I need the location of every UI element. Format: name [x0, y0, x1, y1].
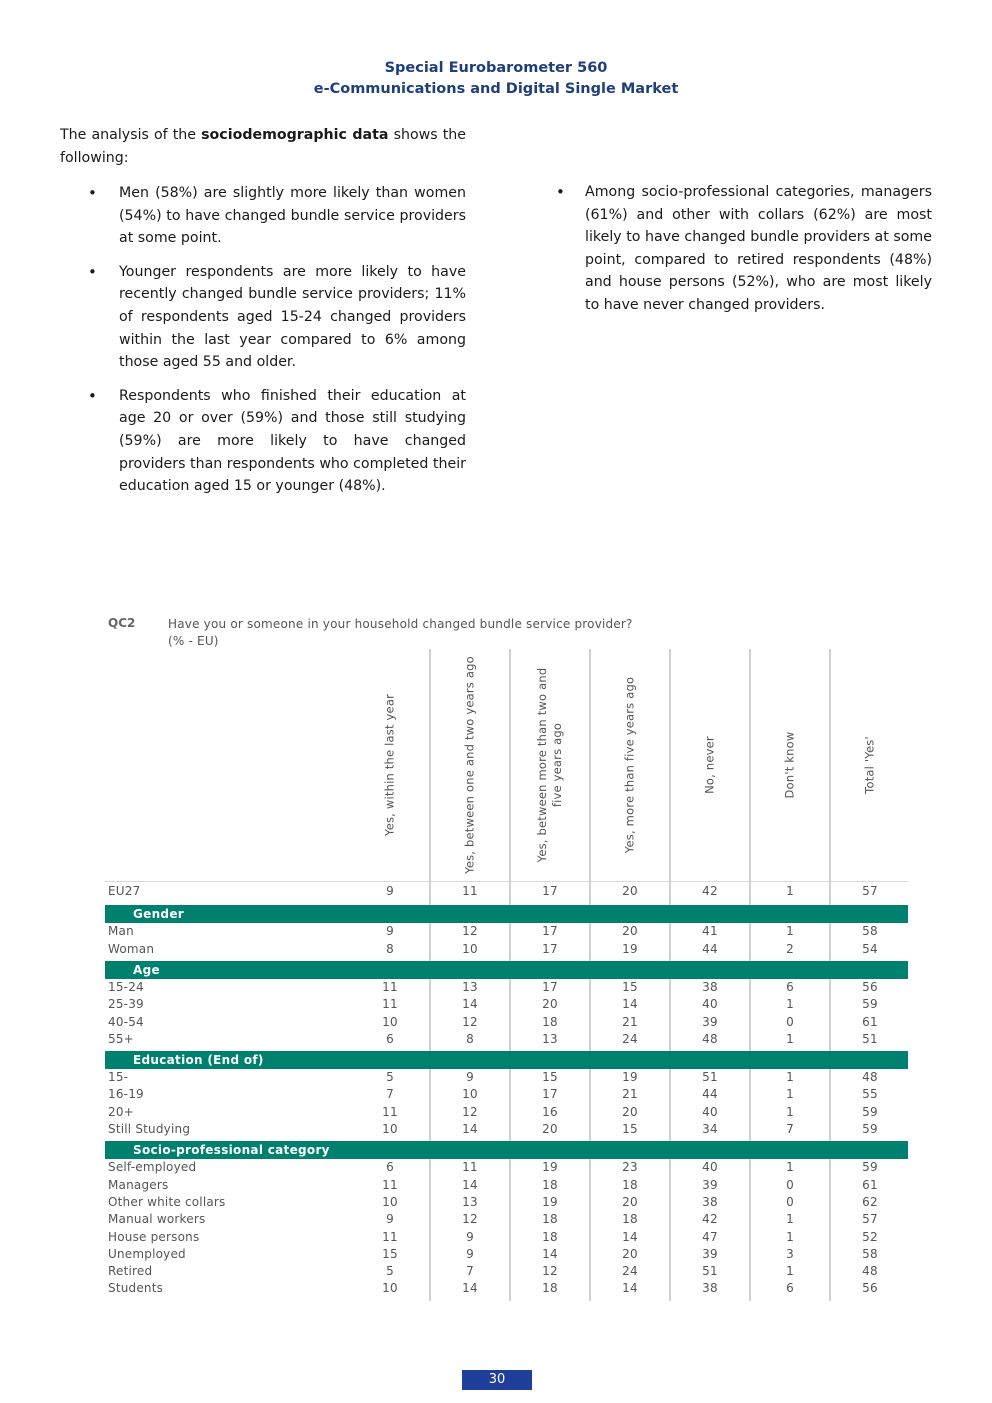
table-row: [105, 883, 908, 900]
cell-value: 12: [462, 1212, 478, 1227]
cell-value: 17: [542, 1087, 558, 1102]
cell-value: 38: [702, 979, 718, 994]
cell-value: 1: [786, 1070, 794, 1085]
cell-value: 6: [786, 979, 794, 994]
cell-value: 42: [702, 884, 718, 898]
cell-value: 6: [386, 1160, 394, 1175]
cell-value: 38: [702, 1281, 718, 1296]
cell-value: 1: [786, 884, 794, 898]
cell-value: 12: [462, 1104, 478, 1119]
cell-value: 17: [542, 941, 558, 956]
cell-value: 59: [862, 1122, 878, 1136]
cell-value: 15: [622, 979, 638, 994]
cell-value: 20: [622, 1246, 638, 1261]
cell-value: 15: [542, 1070, 558, 1085]
cell-value: 17: [542, 979, 558, 994]
column-divider: [829, 923, 831, 961]
cell-value: 1: [786, 1104, 794, 1119]
cell-value: 20: [542, 997, 558, 1012]
column-divider: [669, 1069, 671, 1141]
cell-value: 54: [862, 941, 878, 956]
cell-value: 59: [862, 997, 878, 1012]
cell-value: 14: [542, 1246, 558, 1261]
cell-value: 56: [862, 1281, 878, 1296]
cell-value: 9: [386, 924, 394, 939]
cell-value: 41: [702, 924, 718, 939]
section-header: [105, 905, 908, 923]
cell-value: 9: [466, 1070, 474, 1085]
cell-value: 0: [786, 1014, 794, 1029]
cell-value: 20: [622, 884, 638, 898]
cell-value: 19: [542, 1194, 558, 1209]
column-divider: [669, 1159, 671, 1300]
cell-value: 12: [462, 1014, 478, 1029]
section-header: [105, 961, 908, 979]
cell-value: 57: [862, 1212, 878, 1227]
column-header-label: Total 'Yes': [862, 736, 877, 794]
cell-value: 21: [622, 1087, 638, 1102]
cell-value: 57: [862, 884, 878, 898]
row-label: EU27: [108, 884, 141, 898]
column-divider: [749, 649, 751, 905]
column-divider: [589, 1069, 591, 1141]
table-row: [105, 1159, 908, 1176]
column-header: [830, 649, 910, 881]
left-column: [60, 124, 466, 509]
cell-value: 2: [786, 941, 794, 956]
cell-value: 1: [786, 924, 794, 939]
cell-value: 10: [382, 1194, 398, 1209]
cell-value: 18: [542, 1177, 558, 1192]
row-label: House persons: [108, 1229, 200, 1244]
cell-value: 13: [542, 1031, 558, 1046]
table-row: [105, 979, 908, 996]
cell-value: 40: [702, 997, 718, 1012]
row-label: 15-: [108, 1070, 129, 1085]
cell-value: 11: [382, 997, 398, 1012]
cell-value: 20: [542, 1122, 558, 1136]
cell-value: 18: [542, 1229, 558, 1244]
cell-value: 9: [386, 1212, 394, 1227]
column-header: [750, 649, 830, 881]
bullet-item: [60, 182, 466, 250]
cell-value: 5: [386, 1070, 394, 1085]
column-divider: [589, 649, 591, 905]
cell-value: 10: [382, 1122, 398, 1136]
column-divider: [749, 979, 751, 1051]
cell-value: 15: [622, 1122, 638, 1136]
row-label: Managers: [108, 1177, 169, 1192]
row-label: Man: [108, 924, 134, 939]
table-row: [105, 1211, 908, 1228]
cell-value: 0: [786, 1177, 794, 1192]
table-row: [105, 1069, 908, 1086]
cell-value: 51: [702, 1070, 718, 1085]
cell-value: 10: [462, 1087, 478, 1102]
cell-value: 8: [466, 1031, 474, 1046]
cell-value: 15: [382, 1246, 398, 1261]
table-row: [105, 1246, 908, 1263]
column-header: [350, 649, 430, 881]
cell-value: 1: [786, 1264, 794, 1279]
bullet-text: Younger respondents are more likely to have recently changed bundle service providers; 11% of respondents aged 15-24 changed providers within the last year compared to 6% among those aged 55 and older.: [119, 263, 466, 371]
cell-value: 23: [622, 1160, 638, 1175]
column-divider: [829, 649, 831, 905]
bullet-text: Among socio-professional categories, managers (61%) and other with collars (62%) are most likely to have changed bundle providers at some point, compared to retired respondents (48%) and house persons (52%), who are most likely to have never changed providers.: [585, 184, 932, 313]
bullet-dot-icon: •: [88, 184, 97, 202]
column-divider: [429, 1159, 431, 1300]
row-label: 16-19: [108, 1087, 144, 1102]
cell-value: 11: [462, 1160, 478, 1175]
table-row: [105, 1121, 908, 1138]
cell-value: 44: [702, 1087, 718, 1102]
cell-value: 9: [386, 884, 394, 898]
cell-value: 18: [542, 1014, 558, 1029]
column-divider: [509, 1069, 511, 1141]
cell-value: 14: [622, 1229, 638, 1244]
section-header: [105, 1051, 908, 1069]
bullet-list-left: [60, 182, 466, 498]
column-divider: [669, 923, 671, 961]
cell-value: 14: [622, 997, 638, 1012]
table-row: [105, 1229, 908, 1246]
table-row: [105, 1194, 908, 1211]
cell-value: 6: [786, 1281, 794, 1296]
column-divider: [429, 1069, 431, 1141]
cell-value: 19: [622, 941, 638, 956]
cell-value: 12: [462, 924, 478, 939]
row-label: Still Studying: [108, 1122, 191, 1136]
row-label: 20+: [108, 1104, 134, 1119]
column-divider: [589, 923, 591, 961]
section-header: [105, 1141, 908, 1159]
cell-value: 39: [702, 1014, 718, 1029]
cell-value: 47: [702, 1229, 718, 1244]
column-divider: [429, 979, 431, 1051]
column-divider: [589, 1159, 591, 1300]
cell-value: 14: [462, 1122, 478, 1136]
column-divider: [749, 1069, 751, 1141]
column-header: [590, 649, 670, 881]
row-label: Unemployed: [108, 1246, 186, 1261]
cell-value: 55: [862, 1087, 878, 1102]
cell-value: 6: [386, 1031, 394, 1046]
cell-value: 20: [622, 1104, 638, 1119]
cell-value: 21: [622, 1014, 638, 1029]
row-label: Self-employed: [108, 1160, 197, 1175]
question-text: Have you or someone in your household changed bundle service provider?: [168, 617, 633, 631]
table-row: [105, 996, 908, 1013]
column-header-label: Don't know: [782, 731, 796, 799]
cell-value: 24: [622, 1264, 638, 1279]
column-divider: [829, 1159, 831, 1300]
cell-value: 48: [862, 1070, 878, 1085]
cell-value: 39: [702, 1246, 718, 1261]
cell-value: 13: [462, 979, 478, 994]
section-title: Education (End of): [133, 1053, 264, 1068]
table-row: [105, 1104, 908, 1121]
table-header: [105, 649, 908, 882]
cell-value: 17: [542, 884, 558, 898]
cell-value: 58: [862, 1246, 878, 1261]
row-label: Manual workers: [108, 1212, 206, 1227]
question-code: QC2: [108, 616, 136, 630]
table-row: [105, 923, 908, 940]
cell-value: 11: [382, 1104, 398, 1119]
cell-value: 1: [786, 1087, 794, 1102]
cell-value: 48: [862, 1264, 878, 1279]
cell-value: 19: [542, 1160, 558, 1175]
cell-value: 59: [862, 1160, 878, 1175]
bullet-list-right: [556, 181, 932, 317]
cell-value: 18: [542, 1212, 558, 1227]
column-header-label: Yes, between one and two years ago: [462, 656, 476, 874]
cell-value: 19: [622, 1070, 638, 1085]
cell-value: 13: [462, 1194, 478, 1209]
column-divider: [749, 1159, 751, 1300]
cell-value: 58: [862, 924, 878, 939]
cell-value: 10: [382, 1014, 398, 1029]
column-header-label: Yes, between more than two and five years ago: [534, 667, 564, 863]
cell-value: 14: [462, 997, 478, 1012]
cell-value: 7: [386, 1087, 394, 1102]
cell-value: 12: [542, 1264, 558, 1279]
cell-value: 52: [862, 1229, 878, 1244]
row-label: 15-24: [108, 979, 144, 994]
cell-value: 9: [466, 1229, 474, 1244]
bullet-item: [60, 261, 466, 374]
cell-value: 0: [786, 1194, 794, 1209]
bullet-item: [556, 181, 932, 317]
cell-value: 20: [622, 1194, 638, 1209]
cell-value: 14: [462, 1281, 478, 1296]
cell-value: 40: [702, 1104, 718, 1119]
cell-value: 1: [786, 997, 794, 1012]
column-header: [430, 649, 510, 881]
table-row: [105, 1031, 908, 1048]
right-column: [556, 181, 932, 328]
cell-value: 11: [382, 1177, 398, 1192]
column-header-label: Yes, within the last year: [382, 694, 396, 836]
cell-value: 7: [786, 1122, 794, 1136]
cell-value: 61: [862, 1014, 878, 1029]
bullet-text: Men (58%) are slightly more likely than women (54%) to have changed bundle service providers at some point.: [119, 185, 466, 247]
bullet-dot-icon: •: [88, 386, 97, 405]
column-divider: [829, 979, 831, 1051]
cell-value: 56: [862, 979, 878, 994]
section-title: Socio-professional category: [133, 1143, 330, 1158]
cell-value: 11: [382, 979, 398, 994]
cell-value: 18: [622, 1177, 638, 1192]
cell-value: 3: [786, 1246, 794, 1261]
header-title: Special Eurobarometer 560: [384, 60, 608, 76]
cell-value: 14: [622, 1281, 638, 1296]
row-label: Woman: [108, 941, 155, 956]
cell-value: 24: [622, 1031, 638, 1046]
column-divider: [669, 649, 671, 905]
column-header: [670, 649, 750, 881]
table-row: [105, 1086, 908, 1103]
cell-value: 8: [386, 941, 394, 956]
cell-value: 10: [382, 1281, 398, 1296]
cell-value: 44: [702, 941, 718, 956]
cell-value: 59: [862, 1104, 878, 1119]
intro-bold-term: sociodemographic data: [201, 127, 389, 143]
cell-value: 42: [702, 1212, 718, 1227]
row-label: 25-39: [108, 997, 144, 1012]
cell-value: 17: [542, 924, 558, 939]
question-block: [168, 616, 633, 650]
cell-value: 1: [786, 1031, 794, 1046]
section-title: Gender: [133, 907, 184, 922]
column-divider: [429, 649, 431, 905]
section-title: Age: [133, 962, 160, 977]
row-label: Students: [108, 1281, 164, 1296]
intro-text-end: shows the following:: [60, 127, 466, 166]
column-divider: [429, 923, 431, 961]
intro-text-start: The analysis of the: [60, 127, 202, 143]
column-divider: [669, 979, 671, 1051]
column-divider: [509, 923, 511, 961]
cell-value: 61: [862, 1177, 878, 1192]
column-divider: [509, 1159, 511, 1300]
bullet-dot-icon: •: [556, 183, 565, 201]
column-header-label: No, never: [702, 736, 716, 794]
cell-value: 1: [786, 1160, 794, 1175]
column-divider: [589, 979, 591, 1051]
cell-value: 16: [542, 1104, 558, 1119]
cell-value: 34: [702, 1122, 718, 1136]
question-unit: (% - EU): [168, 634, 219, 648]
cell-value: 51: [702, 1264, 718, 1279]
cell-value: 14: [462, 1177, 478, 1192]
bullet-text: Respondents who finished their education at age 20 or over (59%) and those still studying (59%) are more likely to have changed providers than respondents who completed their education aged 15 or younger (48%).: [119, 387, 466, 495]
column-divider: [509, 649, 511, 905]
column-header-label: Yes, more than five years ago: [622, 676, 636, 854]
cell-value: 20: [622, 924, 638, 939]
cell-value: 7: [466, 1264, 474, 1279]
cell-value: 10: [462, 941, 478, 956]
table-row: [105, 941, 908, 958]
cell-value: 1: [786, 1229, 794, 1244]
header-subtitle: e-Communications and Digital Single Market: [313, 81, 679, 97]
cell-value: 40: [702, 1160, 718, 1175]
cell-value: 5: [386, 1264, 394, 1279]
table-row: [105, 1263, 908, 1280]
cell-value: 11: [382, 1229, 398, 1244]
bullet-dot-icon: •: [88, 262, 97, 281]
cell-value: 18: [542, 1281, 558, 1296]
cell-value: 48: [702, 1031, 718, 1046]
intro-paragraph: [60, 124, 466, 170]
table-row: [105, 1280, 908, 1297]
row-label: 40-54: [108, 1014, 144, 1029]
cell-value: 38: [702, 1194, 718, 1209]
cell-value: 51: [862, 1031, 878, 1046]
cell-value: 18: [622, 1212, 638, 1227]
row-label: Retired: [108, 1264, 153, 1279]
table-row: [105, 1177, 908, 1194]
page-number: 30: [462, 1370, 532, 1390]
column-divider: [829, 1069, 831, 1141]
cell-value: 1: [786, 1212, 794, 1227]
cell-value: 11: [462, 884, 478, 898]
cell-value: 62: [862, 1194, 878, 1209]
column-divider: [509, 979, 511, 1051]
cell-value: 9: [466, 1246, 474, 1261]
row-label: 55+: [108, 1031, 134, 1046]
cell-value: 39: [702, 1177, 718, 1192]
row-label: Other white collars: [108, 1194, 226, 1209]
document-header: [0, 58, 992, 100]
table-row: [105, 1014, 908, 1031]
column-header: [510, 649, 590, 881]
column-divider: [749, 923, 751, 961]
bullet-item: [60, 385, 466, 498]
